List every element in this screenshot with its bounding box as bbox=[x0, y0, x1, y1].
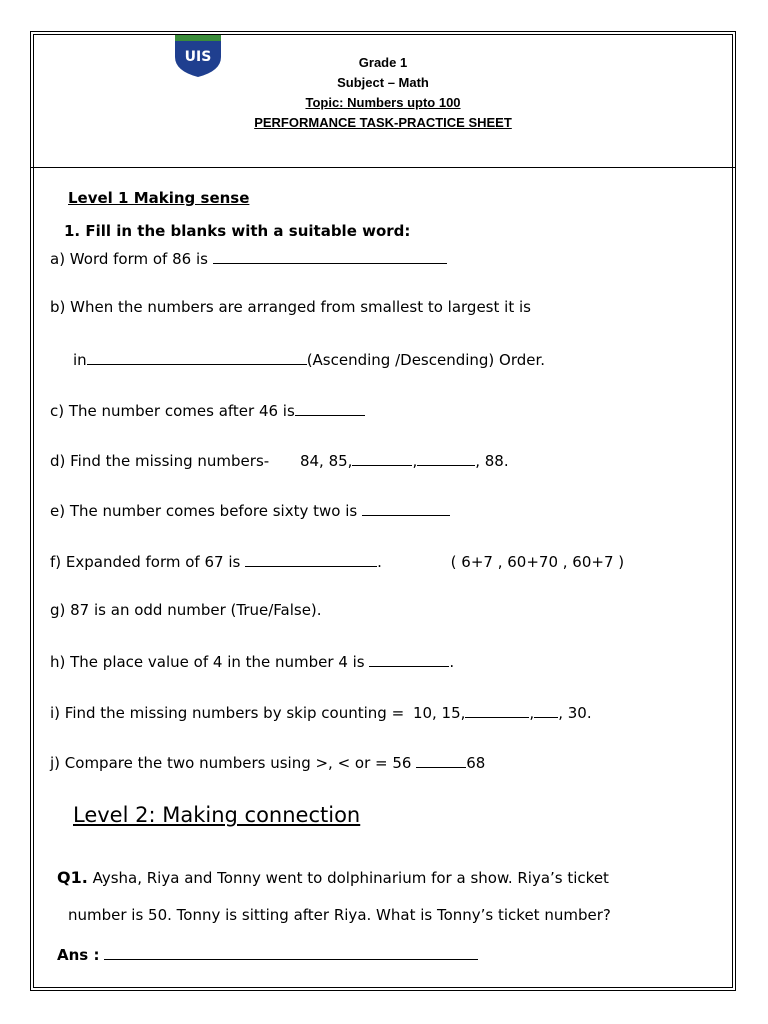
question-1-number: 1. bbox=[64, 222, 81, 240]
q1-line2: number is 50. Tonny is sitting after Riya. What is Tonny’s ticket number? bbox=[68, 906, 611, 924]
item-c-blank[interactable] bbox=[295, 400, 365, 416]
question-1-title: Fill in the blanks with a suitable word: bbox=[85, 222, 411, 240]
item-i-sequence-start: 10, 15, bbox=[412, 704, 466, 722]
item-g: g) 87 is an odd number (True/False). bbox=[50, 601, 322, 619]
item-b-prefix: in bbox=[73, 351, 87, 369]
item-f bbox=[50, 551, 624, 571]
item-j bbox=[50, 752, 485, 772]
q1-text-line1: Aysha, Riya and Tonny went to dolphinarium for a show. Riya’s ticket bbox=[92, 869, 609, 887]
item-f-dot: . bbox=[377, 553, 382, 571]
logo-text: UIS bbox=[184, 49, 212, 65]
item-a bbox=[50, 248, 447, 268]
item-e-blank[interactable] bbox=[362, 500, 450, 516]
item-i-sequence-end: , 30. bbox=[558, 704, 592, 722]
level2-title: Level 2: Making connection bbox=[73, 803, 361, 827]
item-f-text: f) Expanded form of 67 is bbox=[50, 553, 241, 571]
item-h-text: h) The place value of 4 in the number 4 is bbox=[50, 653, 365, 671]
item-j-end: 68 bbox=[466, 754, 486, 772]
item-j-text: j) Compare the two numbers using >, < or = 56 bbox=[50, 754, 412, 772]
grade-label: Grade 1 bbox=[358, 55, 408, 70]
q1-line1 bbox=[57, 868, 609, 887]
item-h-dot: . bbox=[449, 653, 455, 671]
item-d-comma: , bbox=[412, 452, 418, 470]
item-e bbox=[50, 500, 450, 520]
item-f-blank[interactable] bbox=[245, 551, 377, 567]
question-1-heading bbox=[64, 222, 410, 240]
level1-title: Level 1 Making sense bbox=[68, 189, 250, 207]
topic-label: Topic: Numbers upto 100 bbox=[305, 95, 461, 110]
item-i-comma: , bbox=[529, 704, 535, 722]
subject-label: Subject – Math bbox=[337, 75, 429, 90]
item-h-blank[interactable] bbox=[369, 651, 449, 667]
item-b-suffix: (Ascending /Descending) Order. bbox=[306, 351, 546, 369]
answer-label: Ans : bbox=[57, 946, 100, 964]
item-f-options: ( 6+7 , 60+70 , 60+7 ) bbox=[450, 553, 625, 571]
item-i-blank-2[interactable] bbox=[534, 702, 558, 718]
item-j-blank[interactable] bbox=[416, 752, 466, 768]
item-d-text: d) Find the missing numbers- bbox=[50, 452, 270, 470]
item-c-text: c) The number comes after 46 is bbox=[50, 402, 295, 420]
item-b-blank[interactable] bbox=[87, 349, 307, 365]
item-i bbox=[50, 702, 592, 722]
answer-blank[interactable] bbox=[104, 944, 478, 960]
logo-green-band bbox=[175, 35, 221, 41]
item-b-line1: b) When the numbers are arranged from smallest to largest it is bbox=[50, 298, 531, 316]
header-divider bbox=[30, 167, 736, 168]
item-a-text: a) Word form of 86 is bbox=[50, 250, 208, 268]
item-i-blank-1[interactable] bbox=[465, 702, 529, 718]
q1-label: Q1. bbox=[57, 868, 88, 887]
item-i-text: i) Find the missing numbers by skip counting = bbox=[50, 704, 405, 722]
answer-row bbox=[57, 944, 478, 964]
item-h bbox=[50, 651, 454, 671]
item-d-blank-2[interactable] bbox=[417, 450, 475, 466]
item-d-blank-1[interactable] bbox=[352, 450, 412, 466]
item-d-sequence-end: , 88. bbox=[475, 452, 509, 470]
item-d bbox=[50, 450, 509, 470]
item-a-blank[interactable] bbox=[213, 248, 447, 264]
item-e-text: e) The number comes before sixty two is bbox=[50, 502, 358, 520]
item-c bbox=[50, 400, 365, 420]
item-b-line2 bbox=[73, 349, 545, 369]
item-d-sequence-start: 84, 85, bbox=[299, 452, 353, 470]
task-label: PERFORMANCE TASK-PRACTICE SHEET bbox=[254, 115, 512, 130]
